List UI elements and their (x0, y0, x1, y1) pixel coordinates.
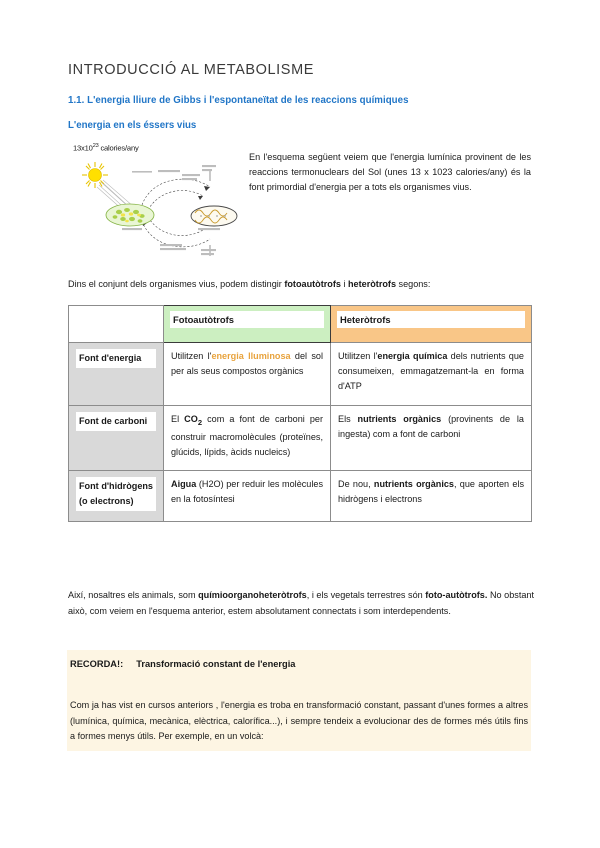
post-bold-fotoautotrofs: foto-autòtrofs. (425, 590, 488, 600)
post-table-paragraph (68, 588, 534, 619)
cell-autotrophs-energy (164, 343, 331, 406)
table-header-autotrophs (164, 306, 331, 343)
recorda-label: RECORDA!: (70, 659, 124, 669)
table-header-row (69, 306, 532, 343)
cell-text-part1: Els (338, 413, 358, 424)
post-part3: No obstant això, com veiem en l'esquema anterior, estem absolutament connectats i som interdependents. (68, 590, 534, 616)
cell-heterotrophs-energy (331, 343, 532, 406)
lead-paragraph (68, 277, 534, 292)
cell-bold-aigua: Aigua (171, 479, 197, 490)
table-header-blank (69, 306, 164, 343)
mitochondrion-icon (191, 206, 237, 226)
recorda-title (70, 659, 295, 669)
cell-text-part2: com a font de carboni per construir macromolècules (proteïnes, glúcids, lípids, àcids nucleics) (171, 413, 323, 457)
table-row (69, 471, 532, 522)
cell-text-part1: De nou, (338, 479, 374, 490)
cell-text-part2: (H2O) per reduir les molècules en la fotosíntesi (171, 479, 323, 505)
row-label-hydrogen-source (69, 471, 164, 522)
cell-text-part2: , que aporten els hidrògens i electrons (338, 479, 524, 505)
figure-caption-suffix: calories/any (98, 143, 139, 153)
table-header-heterotrophs-label: Heteròtrofs (337, 311, 525, 328)
cell-bold-nutrients-organics: nutrients orgànics (357, 413, 442, 424)
lead-after: segons: (396, 279, 431, 289)
lead-bold-autotrophs: fotoautòtrofs (284, 279, 341, 289)
recorda-title-text: Transformació constant de l'energia (136, 659, 296, 669)
row-label-energy-source (69, 343, 164, 406)
post-part2: , i els vegetals terrestres són (306, 590, 426, 600)
post-bold-quimioorganoheterotrofs: químioorganoheteròtrofs (198, 590, 307, 600)
recorda-callout (67, 650, 531, 751)
cell-text-part2: del sol per als seus compostos orgànics (171, 351, 323, 377)
cell-text-part1: Utilitzen l' (338, 351, 378, 361)
figure-caption (73, 143, 139, 153)
cell-autotrophs-hydrogen (164, 471, 331, 522)
cell-text-part2: dels nutrients que consumeixen, emmagatzemant-la en forma d'ATP (338, 351, 524, 392)
intro-paragraph: En l'esquema següent veiem que l'energia lumínica provinent de les reaccions termonuclears del Sol (unes 13 x 1023 calories/any) és la font primordial d'energia per a tots els organismes vius. (249, 152, 531, 193)
cell-text-part1: Utilitzen l' (171, 351, 212, 361)
table-row (69, 405, 532, 470)
row-label-energy-source-text: Font d'energia (76, 349, 156, 368)
cell-autotrophs-carbon (164, 405, 331, 470)
row-label-carbon-source (69, 405, 164, 470)
recorda-body: Com ja has vist en cursos anteriors , l'energia es troba en transformació constant, passant d'unes formes a altres (lumínica, química, mecànica, elèctrica, calorífica...), i sempre tendeix a evolucionar des de formes més útils fins a formes menys útils. Per exemple, en un volcà: (70, 700, 528, 742)
cell-accent-energia-lluminosa: energia lluminosa (211, 351, 291, 361)
cell-bold-co2-text: CO (184, 413, 198, 424)
lead-before: Dins el conjunt dels organismes vius, podem distingir (68, 279, 285, 289)
section-heading: 1.1. L'energia lliure de Gibbs i l'espontaneïtat de les reaccions químiques (68, 95, 409, 106)
post-part1: Així, nosaltres els animals, som (68, 590, 199, 600)
figure-caption-prefix: 13x10 (73, 143, 93, 153)
row-label-carbon-source-text: Font de carboni (76, 412, 156, 431)
cell-text-part1: El (171, 413, 185, 424)
cell-text-part2: (provinents de la ingesta) com a font de carboni (338, 413, 524, 439)
row-label-hydrogen-source-text: Font d'hidrògens (o electrons) (76, 477, 156, 511)
nutrition-types-table (68, 305, 532, 522)
cell-bold-nutrients-organics: nutrients orgànics (373, 479, 454, 490)
cell-bold-co2 (184, 413, 203, 427)
energy-flow-figure (70, 143, 242, 265)
table-header-autotrophs-label: Fotoautòtrofs (170, 311, 324, 328)
chloroplast-icon (106, 204, 154, 226)
lead-bold-heterotrophs: heteròtrofs (348, 279, 396, 289)
figure-caption-exponent: 23 (92, 143, 99, 149)
energy-cycle-diagram (70, 153, 242, 261)
cell-heterotrophs-carbon (331, 405, 532, 470)
cell-heterotrophs-hydrogen (331, 471, 532, 522)
page-title: INTRODUCCIÓ AL METABOLISME (68, 62, 315, 78)
table-header-heterotrophs (331, 306, 532, 343)
cell-bold-co2-sub: 2 (197, 417, 203, 427)
cell-bold-energia-quimica: energia química (377, 351, 448, 361)
lead-middle: i (340, 279, 348, 289)
sub-heading: L'energia en els éssers vius (68, 120, 197, 131)
table-row (69, 343, 532, 406)
